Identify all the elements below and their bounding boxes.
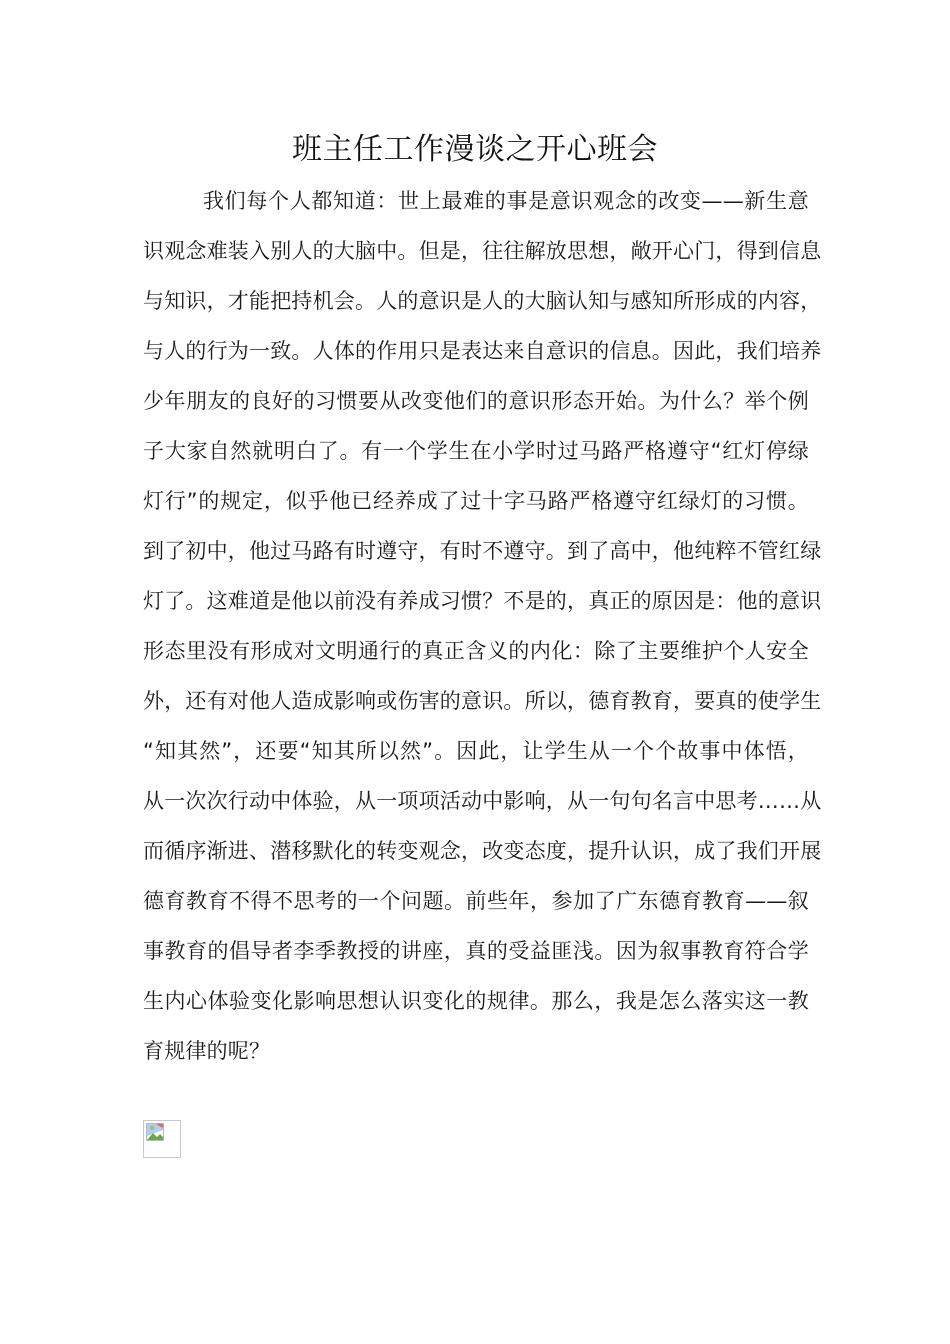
- paragraph-line: 灯行”的规定，似乎他已经养成了过十字马路严格遵守红绿灯的习惯。: [143, 489, 809, 513]
- paragraph-line: 子大家自然就明白了。有一个学生在小学时过马路严格遵守“红灯停绿: [143, 439, 809, 463]
- paragraph-line: 到了初中，他过马路有时遵守，有时不遵守。到了高中，他纯粹不管红绿: [143, 539, 822, 563]
- paragraph-line: 与知识，才能把持机会。人的意识是人的大脑认知与感知所形成的内容，: [143, 289, 822, 313]
- paragraph-line: “知其然”，还要“知其所以然”。因此，让学生从一个个故事中体悟，: [143, 739, 809, 763]
- paragraph-line: 德育教育不得不思考的一个问题。前些年，参加了广东德育教育——叙: [143, 889, 809, 913]
- paragraph-line: 我们每个人都知道：世上最难的事是意识观念的改变——新生意: [203, 189, 809, 213]
- broken-image-placeholder: [143, 1120, 181, 1158]
- document-title: 班主任工作漫谈之开心班会: [292, 132, 658, 167]
- paragraph-line: 育规律的呢？: [143, 1039, 271, 1063]
- paragraph-line: 而循序渐进、潜移默化的转变观念，改变态度，提升认识，成了我们开展: [143, 839, 822, 863]
- paragraph-line: 外，还有对他人造成影响或伤害的意识。所以，德育教育，要真的使学生: [143, 689, 822, 713]
- body-paragraph: [143, 176, 822, 1076]
- paragraph-line: 灯了。这难道是他以前没有养成习惯？不是的，真正的原因是：他的意识: [143, 589, 822, 613]
- paragraph-line: 从一次次行动中体验，从一项项活动中影响，从一句句名言中思考……从: [143, 789, 822, 813]
- paragraph-line: 生内心体验变化影响思想认识变化的规律。那么，我是怎么落实这一教: [143, 989, 809, 1013]
- paragraph-line: 少年朋友的良好的习惯要从改变他们的意识形态开始。为什么？举个例: [143, 389, 809, 413]
- paragraph-line: 事教育的倡导者李季教授的讲座，真的受益匪浅。因为叙事教育符合学: [143, 939, 809, 963]
- paragraph-line: 与人的行为一致。人体的作用只是表达来自意识的信息。因此，我们培养: [143, 339, 822, 363]
- paragraph-line: 识观念难装入别人的大脑中。但是，往往解放思想，敞开心门，得到信息: [143, 239, 822, 263]
- paragraph-line: 形态里没有形成对文明通行的真正含义的内化：除了主要维护个人安全: [143, 639, 809, 663]
